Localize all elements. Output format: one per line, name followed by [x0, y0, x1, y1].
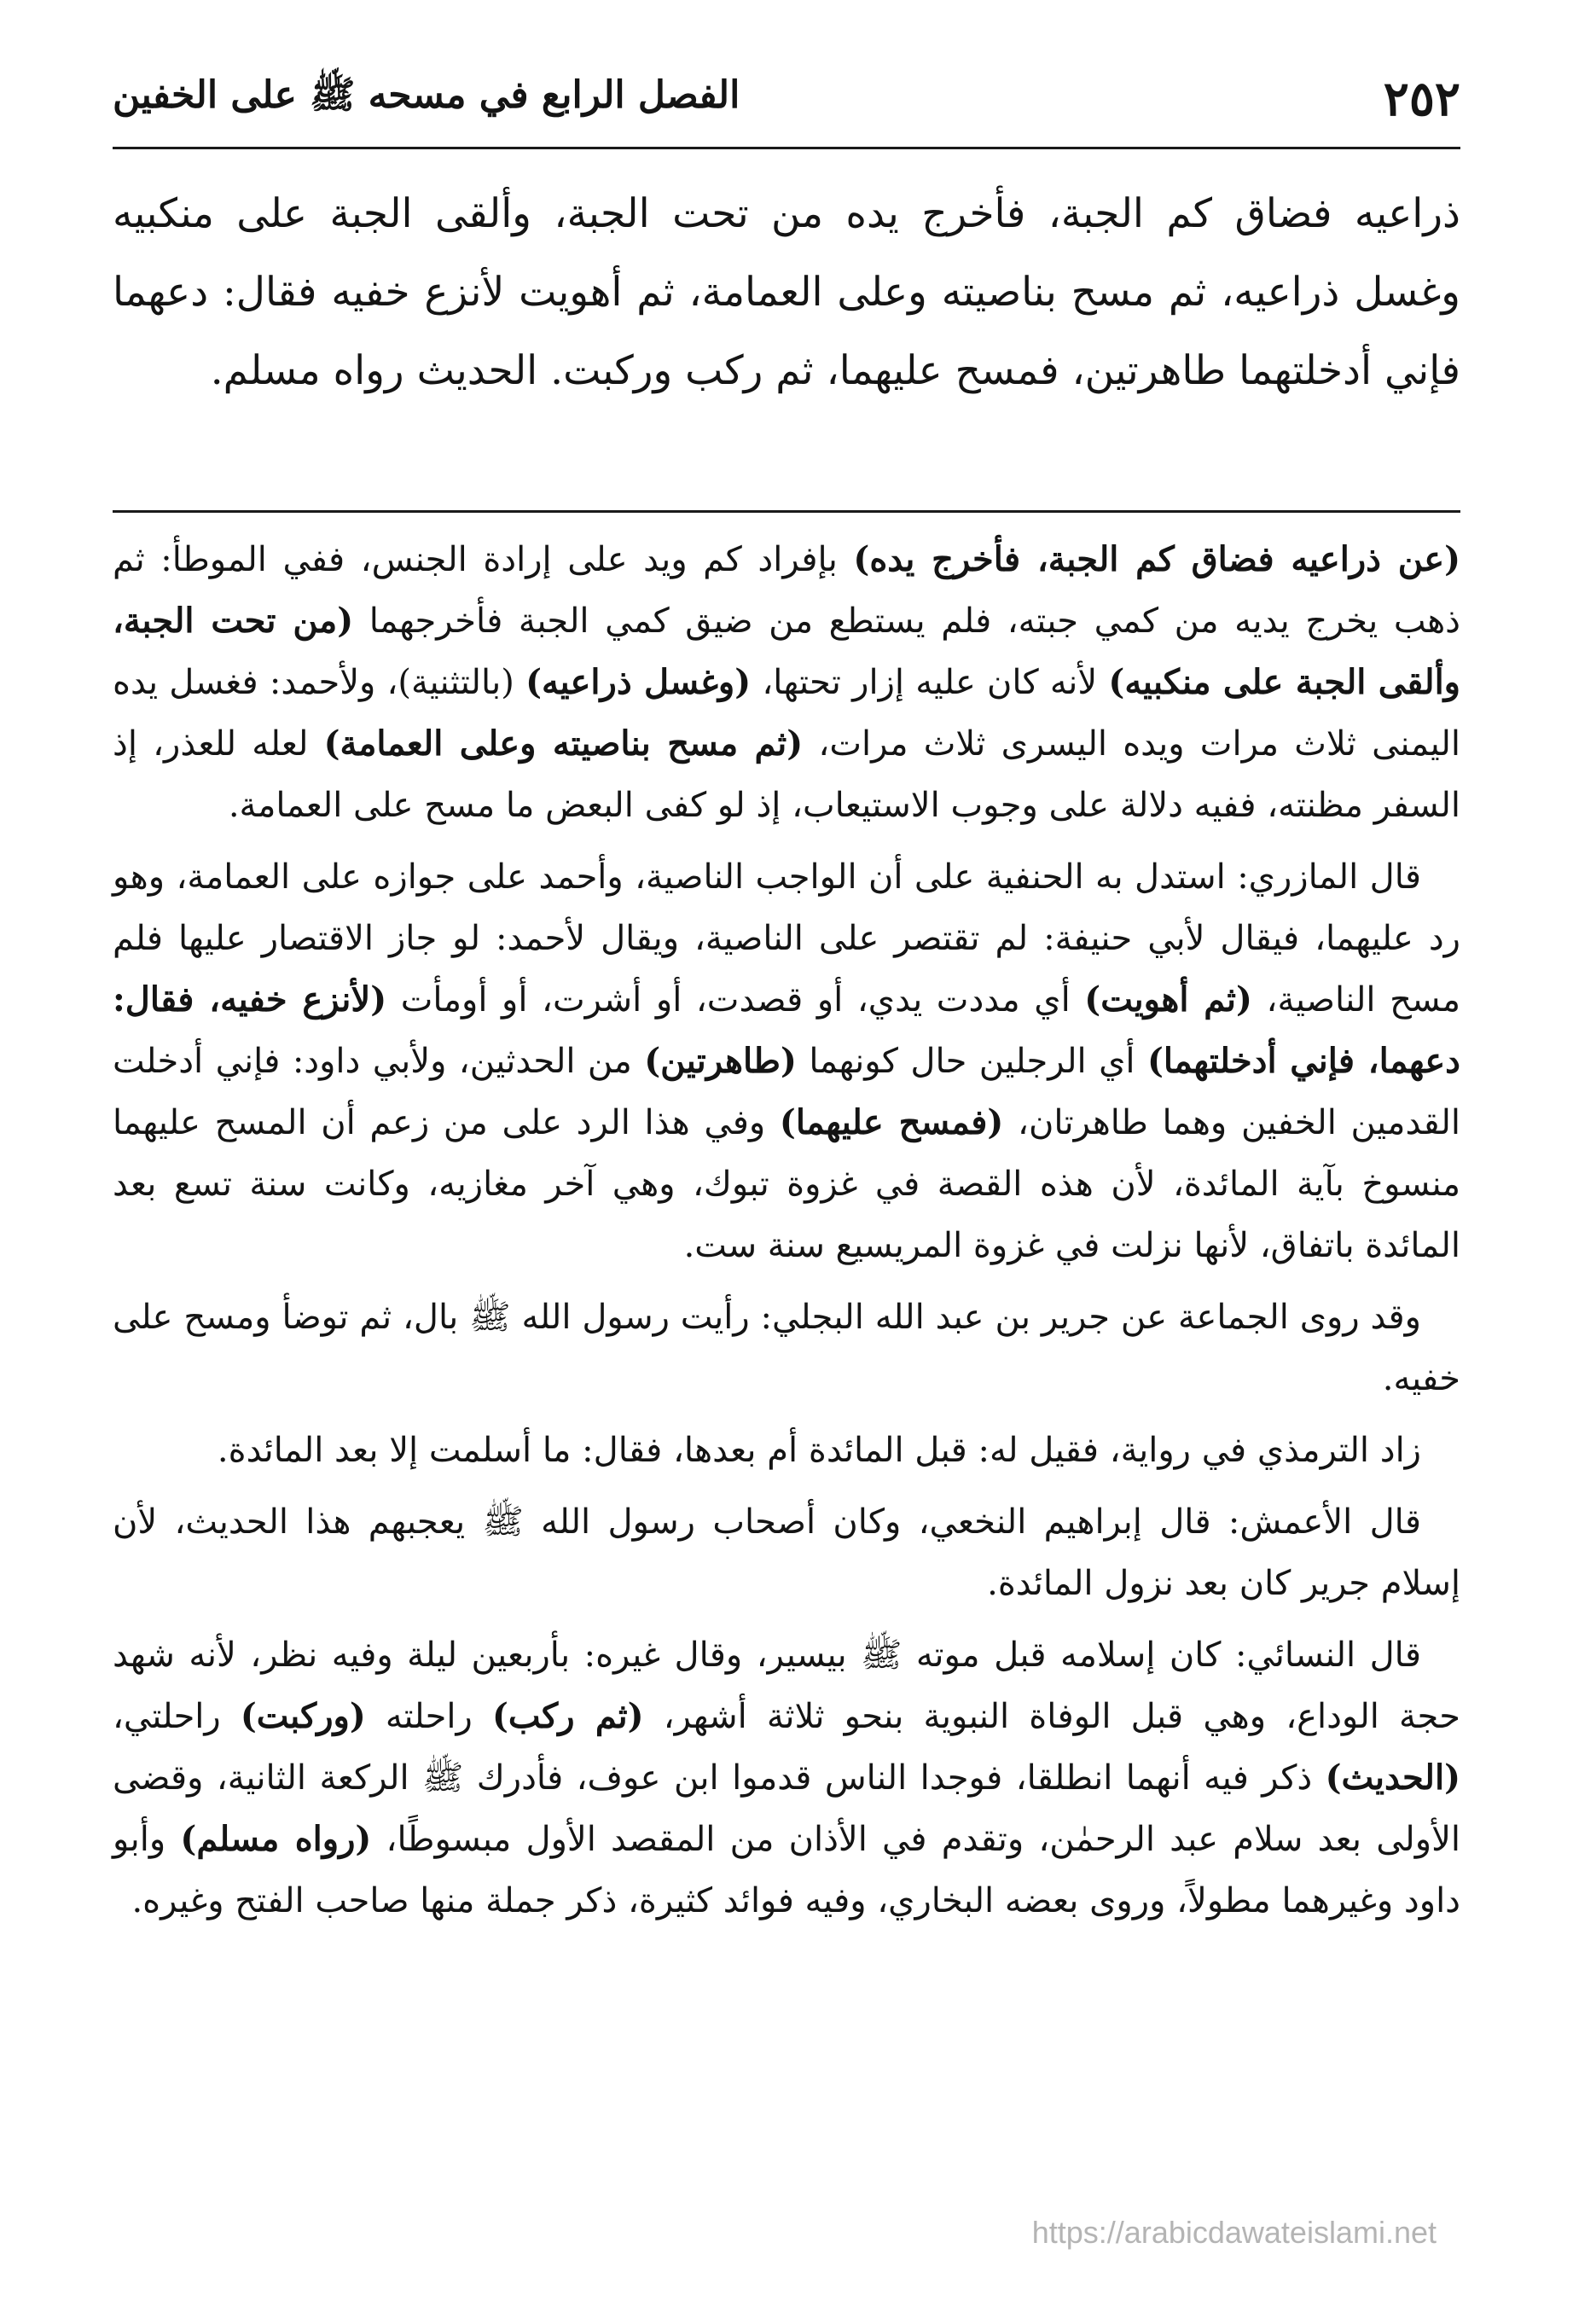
commentary-text: بإفراد كم ويد على إرادة الجنس، ففي الموطأ: ثم ذهب يخرج يديه من كمي جبته، فلم يستطع من ضيق كمي الجبة فأخرجهما [113, 540, 1460, 641]
commentary-text: ذكر فيه أنهما انطلقا، فوجدا الناس قدموا ابن عوف، فأدرك ﷺ الركعة الثانية، وقضى الأولى بعد سلام عبد الرحمٰن، وتقدم في الأذان من المقصد الأول مبسوطًا، [113, 1758, 1460, 1859]
commentary-text: لأنه كان عليه إزار تحتها، [751, 663, 1109, 702]
quoted-text: (وركبت) [240, 1696, 366, 1736]
page-number: ٢٥٢ [1383, 71, 1460, 127]
quoted-text: (فمسح عليهما) [779, 1102, 1004, 1142]
quoted-text: (من تحت الجبة، وألقى الجبة على منكبيه) [113, 601, 1461, 702]
commentary-paragraph-2 [113, 846, 1460, 1276]
commentary-paragraph-5: قال الأعمش: قال إبراهيم النخعي، وكان أصحاب رسول الله ﷺ يعجبهم هذا الحديث، لأن إسلام جرير كان بعد نزول المائدة. [113, 1502, 1460, 1603]
commentary-paragraph-6 [113, 1624, 1460, 1932]
page-header [113, 60, 1460, 138]
running-title: الفصل الرابع في مسحه ﷺ على الخفين [113, 73, 740, 117]
commentary-text: من الحدثين، ولأبي داود: فإني أدخلت القدمين الخفين وهما طاهرتان، [113, 1042, 1460, 1142]
commentary-text: وفي هذا الرد على من زعم أن المسح عليهما منسوخ بآية المائدة، لأن هذه القصة في غزوة تبوك، وهي آخر مغازيه، وكانت سنة تسع بعد المائدة باتفاق، لأنها نزلت في غزوة المريسيع سنة ست. [113, 1103, 1460, 1265]
main-text-paragraph: ذراعيه فضاق كم الجبة، فأخرج يده من تحت الجبة، وألقى الجبة على منكبيه وغسل ذراعيه، ثم مسح بناصيته وعلى العمامة، ثم أهويت لأنزع خفيه فقال: دعهما فإني أدخلتهما طاهرتين، فمسح عليهما، ثم ركب وركبت. الحديث رواه مسلم. [113, 190, 1460, 394]
quoted-text: (ثم مسح بناصيته وعلى العمامة) [323, 723, 804, 764]
commentary [113, 529, 1460, 1942]
commentary-text: أي الرجلين حال كونهما [796, 1042, 1147, 1081]
commentary-text: راحلتي، [113, 1697, 241, 1736]
quoted-text: (ثم أهويت) [1084, 979, 1252, 1020]
quoted-text: (عن ذراعيه فضاق كم الجبة، فأخرج يده) [853, 539, 1460, 579]
commentary-paragraph-1 [113, 529, 1460, 836]
commentary-paragraph-4: زاد الترمذي في رواية، فقيل له: قبل المائدة أم بعدها، فقال: ما أسلمت إلا بعد المائدة. [217, 1431, 1421, 1470]
quoted-text: (الحديث) [1325, 1758, 1460, 1798]
commentary-text: (بالتثنية)، ولأحمد: فغسل يده اليمنى ثلاث مرات ويده اليسرى ثلاث مرات، [113, 663, 1460, 764]
quoted-text: (وغسل ذراعيه) [525, 662, 752, 702]
commentary-text: راحلته [365, 1697, 492, 1736]
header-divider [113, 147, 1460, 149]
quoted-text: (طاهرتين) [644, 1041, 797, 1081]
main-text [113, 175, 1460, 410]
commentary-text: قال النسائي: كان إسلامه قبل موته ﷺ بيسير، وقال غيره: بأربعين ليلة وفيه نظر، لأنه شهد حجة الوداع، وهي قبل الوفاة النبوية بنحو ثلاثة أشهر، [113, 1636, 1461, 1736]
commentary-paragraph-3: وقد روى الجماعة عن جرير بن عبد الله البجلي: رأيت رسول الله ﷺ بال، ثم توضأ ومسح على خفيه. [113, 1298, 1460, 1398]
commentary-text: أي مددت يدي، أو قصدت، أو أشرت، أو أومأت [386, 980, 1085, 1020]
commentary-text: وأبو داود وغيرهما مطولاً، وروى بعضه البخاري، وفيه فوائد كثيرة، ذكر جملة منها صاحب الفتح وغيره. [113, 1820, 1460, 1920]
commentary-divider [113, 510, 1460, 513]
commentary-text: لعله للعذر، إذ السفر مظنته، ففيه دلالة على وجوب الاستيعاب، إذ لو كفى البعض ما مسح على العمامة. [113, 724, 1460, 825]
commentary-text: قال المازري: استدل به الحنفية على أن الواجب الناصية، وأحمد على جوازه على العمامة، وهو رد عليهما، فيقال لأبي حنيفة: لم تقتصر على الناصية، ويقال لأحمد: لو جاز الاقتصار عليها فلم مسح الناصية، [113, 857, 1461, 1020]
quoted-text: (رواه مسلم) [180, 1819, 372, 1859]
quoted-text: (لأنزع خفيه، فقال: دعهما، فإني أدخلتهما) [113, 979, 1460, 1081]
watermark-url: https://arabicdawateislami.net [1031, 2215, 1437, 2250]
quoted-text: (ثم ركب) [491, 1696, 644, 1736]
